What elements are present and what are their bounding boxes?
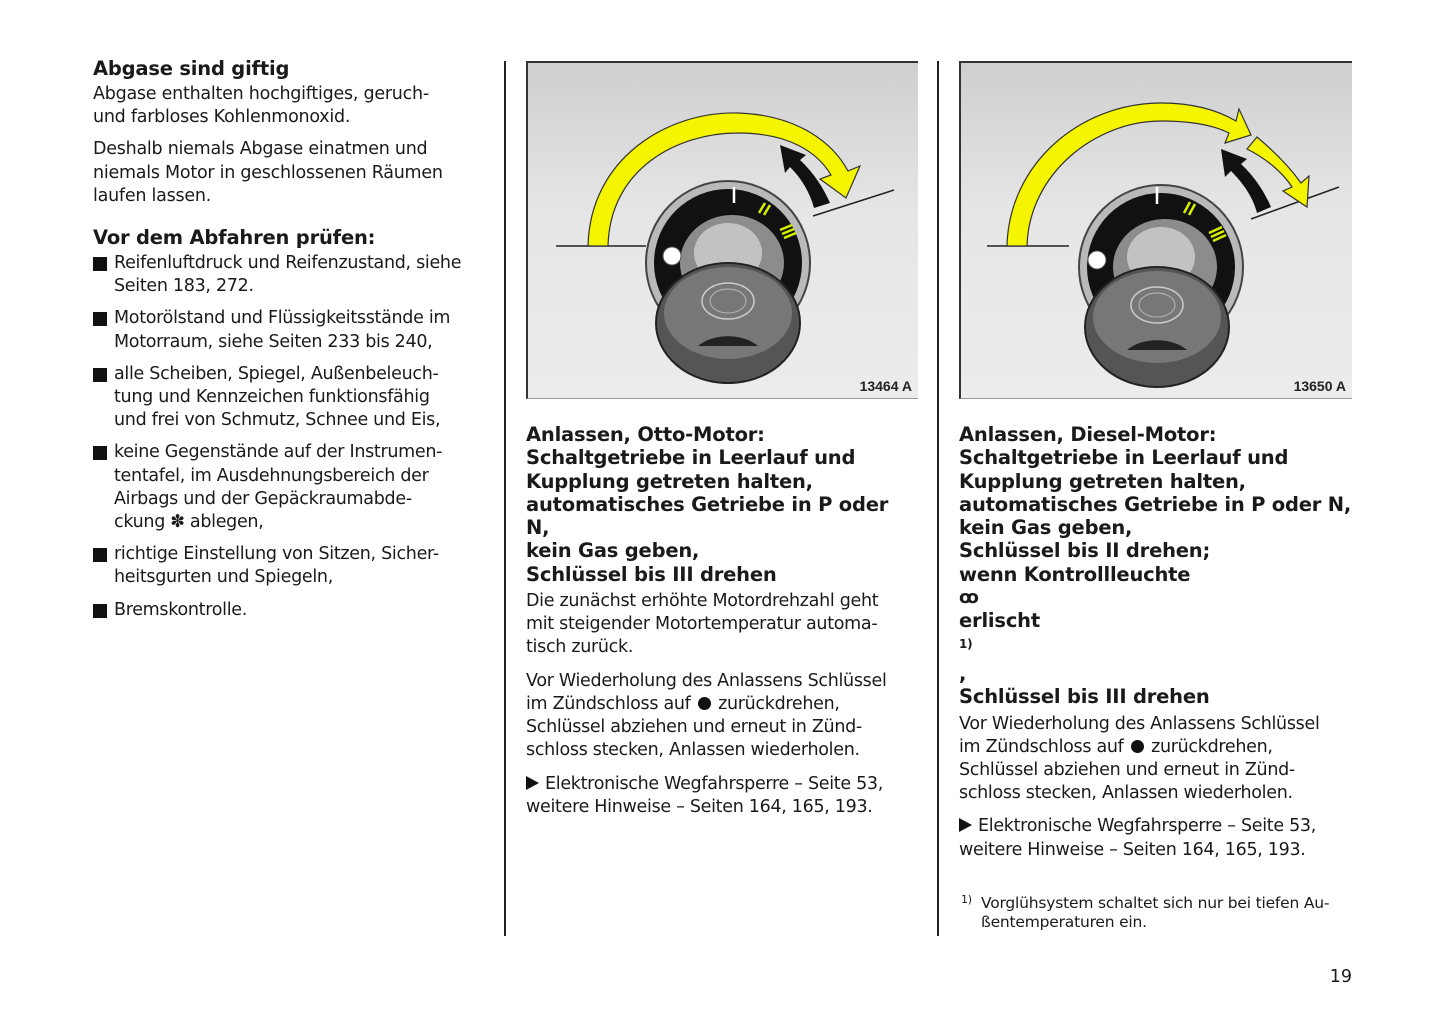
diesel-start-instructions: Anlassen, Diesel-Motor: Schaltgetriebe in Leerlauf und Kupplung getreten halten, automatisches Getriebe in P oder N, kein Gas geben, Schlüssel bis II drehen; wenn Kontrollleuchte ꝏ erlischt $^{1)}$ , Schlüssel bis III drehen — [959, 423, 1352, 709]
cross-references — [526, 773, 918, 819]
exhaust-paragraph-2: Deshalb niemals Abgase einatmen und niemals Motor in geschlossenen Räumen laufen lassen. — [93, 139, 443, 206]
checklist-title: Vor dem Abfahren prüfen: — [93, 226, 376, 250]
pre-drive-checklist — [93, 252, 488, 622]
lock-position-zero-icon — [698, 697, 711, 710]
middle-column — [526, 61, 918, 829]
checklist-item: keine Gegenstände auf der Instrumen- tentafel, im Ausdehnungsbereich der Airbags und der Gepäckraumabde- ckung ✽ ablegen, — [93, 441, 488, 534]
square-bullet-icon — [93, 604, 107, 618]
petrol-start-instructions: Anlassen, Otto-Motor: Schaltgetriebe in Leerlauf und Kupplung getreten halten, automatisches Getriebe in P oder N, kein Gas geben, Schlüssel bis III drehen — [526, 423, 889, 586]
footnote-ref: 1) — [959, 636, 973, 651]
further-notes-reference-link[interactable]: weitere Hinweise – Seiten 164, 165, 193. — [526, 796, 873, 817]
engine-speed-note: Die zunächst erhöhte Motordrehzahl geht mit steigender Motortemperatur automa- tisch zurück. — [526, 591, 879, 658]
lock-position-zero-icon — [1131, 740, 1144, 753]
restart-note: Vor Wiederholung des Anlassens Schlüssel im Zündschloss auf zurückdrehen, Schlüssel abziehen und erneut in Zünd- schloss stecken, Anlassen wiederholen. — [526, 670, 887, 761]
restart-note: Vor Wiederholung des Anlassens Schlüssel im Zündschloss auf zurückdrehen, Schlüssel abziehen und erneut in Zünd- schloss stecken, Anlassen wiederholen. — [959, 713, 1320, 804]
ignition-figure-diesel — [959, 61, 1352, 399]
ignition-lock-illustration — [528, 63, 918, 399]
square-bullet-icon — [93, 446, 107, 460]
cross-references — [959, 815, 1352, 861]
square-bullet-icon — [93, 312, 107, 326]
reference-arrow-icon — [959, 818, 972, 832]
glow-plug-indicator-icon: ꝏ — [959, 587, 979, 609]
square-bullet-icon — [93, 368, 107, 382]
immobiliser-reference-link[interactable]: Elektronische Wegfahrsperre – Seite 53, — [978, 816, 1317, 837]
right-column — [959, 61, 1352, 872]
figure-code: 13650 A — [1293, 378, 1346, 394]
footnote: 1) Vorglühsystem schaltet sich nur bei tiefen Au- ßentemperaturen ein. — [959, 894, 1352, 932]
reference-arrow-icon — [526, 776, 539, 790]
left-column — [93, 57, 488, 631]
square-bullet-icon — [93, 548, 107, 562]
square-bullet-icon — [93, 257, 107, 271]
checklist-item: Motorölstand und Flüssigkeitsstände im Motorraum, siehe Seiten 233 bis 240, — [93, 307, 488, 353]
ignition-figure-petrol — [526, 61, 918, 399]
exhaust-paragraph-1: Abgase enthalten hochgiftiges, geruch- und farbloses Kohlenmonoxid. — [93, 84, 429, 128]
checklist-item: alle Scheiben, Spiegel, Außenbeleuch- tung und Kennzeichen funktionsfähig und frei von Schmutz, Schnee und Eis, — [93, 363, 488, 433]
footnote-marker: 1) — [961, 893, 972, 906]
ignition-lock-illustration — [961, 63, 1352, 399]
column-divider-2 — [937, 61, 939, 936]
figure-code: 13464 A — [859, 378, 912, 394]
immobiliser-reference-link[interactable]: Elektronische Wegfahrsperre – Seite 53, — [545, 773, 884, 794]
page-number: 19 — [1329, 967, 1352, 987]
checklist-item: Bremskontrolle. — [93, 599, 488, 622]
exhaust-warning-title: Abgase sind giftig — [93, 57, 290, 80]
checklist-item: Reifenluftdruck und Reifenzustand, siehe Seiten 183, 272. — [93, 252, 488, 298]
column-divider-1 — [504, 61, 506, 936]
further-notes-reference-link[interactable]: weitere Hinweise – Seiten 164, 165, 193. — [959, 839, 1306, 860]
checklist-item: richtige Einstellung von Sitzen, Sicher- heitsgurten und Spiegeln, — [93, 543, 488, 589]
